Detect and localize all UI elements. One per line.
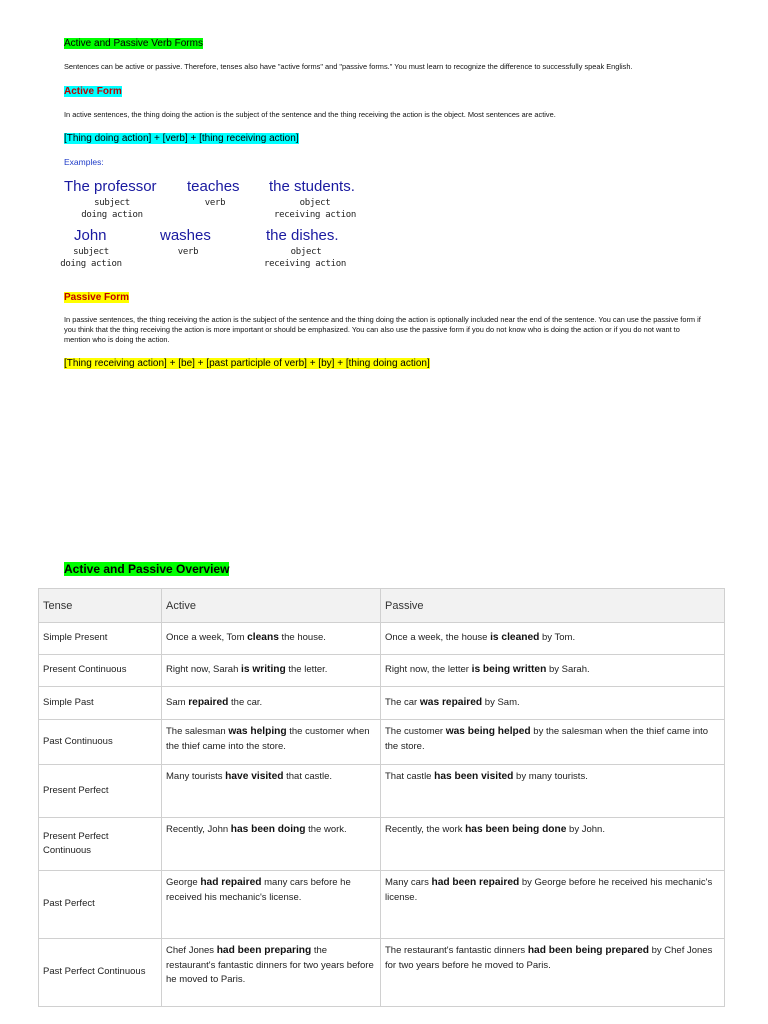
- example-2-subject-note: subject: [73, 247, 109, 257]
- active-text: Once a week, Tom: [166, 632, 248, 644]
- tense-cell: Present Continuous: [39, 655, 162, 687]
- header-passive: Passive: [381, 589, 725, 623]
- passive-cell: [381, 655, 725, 687]
- active-verb: have visited: [225, 771, 284, 782]
- passive-cell: [381, 623, 725, 655]
- tense-cell: Present Perfect Continuous: [39, 818, 162, 871]
- intro-paragraph: Sentences can be active or passive. Therefore, tenses also have "active forms" and "passive forms." You must learn to recognize the difference to successfully speak English.: [64, 62, 633, 71]
- passive-cell: [381, 720, 725, 765]
- table-row: [39, 655, 725, 687]
- example-2-subject-role: doing action: [60, 259, 122, 269]
- table-row: [39, 818, 725, 871]
- active-verb: cleans: [247, 632, 279, 644]
- active-verb: is writing: [241, 664, 286, 676]
- active-text: the customer when the thief came into the store.: [166, 726, 370, 752]
- passive-cell: [381, 871, 725, 939]
- active-cell: [162, 655, 381, 687]
- passive-verb: was being helped: [445, 726, 531, 737]
- active-verb: had repaired: [200, 877, 262, 888]
- passive-text: by John.: [566, 824, 605, 835]
- active-cell: [162, 939, 381, 1007]
- overview-title-text: Active and Passive Overview: [64, 562, 230, 576]
- tense-cell: Simple Present: [39, 623, 162, 655]
- table-row: [39, 720, 725, 765]
- passive-text: by many tourists.: [513, 771, 588, 782]
- example-1-object-note: object: [299, 198, 331, 208]
- table-row: [39, 687, 725, 720]
- passive-text: by Tom.: [539, 632, 576, 644]
- active-text: that castle.: [283, 771, 333, 782]
- overview-table: [38, 588, 725, 1007]
- example-1-subject-note: subject: [94, 198, 130, 208]
- active-text: Recently, John: [166, 824, 231, 835]
- passive-verb: is being written: [471, 664, 547, 676]
- header-tense: Tense: [39, 589, 162, 623]
- passive-verb: is cleaned: [490, 632, 540, 644]
- example-1-subject: The professor: [64, 178, 157, 195]
- passive-cell: [381, 765, 725, 818]
- active-verb: had been preparing: [216, 945, 312, 956]
- active-form-heading: [64, 85, 122, 98]
- example-2-object-note: object: [290, 247, 322, 257]
- passive-form-heading-text: Passive Form: [64, 292, 130, 303]
- active-form-heading-text: Active Form: [64, 86, 122, 97]
- tense-cell: Past Perfect Continuous: [39, 939, 162, 1007]
- active-text: Many tourists: [166, 771, 226, 782]
- table-header-row: [39, 589, 725, 623]
- table-row: [39, 765, 725, 818]
- passive-verb: has been being done: [465, 824, 567, 835]
- active-formula-text: [Thing doing action] + [verb] + [thing receiving action]: [64, 133, 299, 144]
- active-text: the house.: [278, 632, 326, 644]
- passive-verb: was repaired: [419, 696, 483, 708]
- active-verb: repaired: [188, 696, 229, 708]
- tense-cell: Simple Past: [39, 687, 162, 720]
- example-1-verb: teaches: [187, 178, 240, 195]
- passive-text: Recently, the work: [385, 824, 466, 835]
- active-form-paragraph: In active sentences, the thing doing the action is the subject of the sentence and the thing receiving the action is the object. Most sentences are active.: [64, 110, 556, 119]
- passive-text: Once a week, the house: [385, 632, 491, 644]
- passive-text: Right now, the letter: [385, 664, 472, 676]
- active-text: The salesman: [166, 726, 229, 737]
- passive-cell: [381, 939, 725, 1007]
- active-text: Chef Jones: [166, 945, 217, 956]
- active-text: the letter.: [285, 664, 328, 676]
- example-2-verb-note: verb: [177, 247, 199, 257]
- active-text: George: [166, 877, 201, 888]
- passive-text: by George before he received his mechanic's license.: [385, 877, 713, 903]
- passive-text: by Sarah.: [546, 664, 590, 676]
- tense-cell: Present Perfect: [39, 765, 162, 818]
- passive-text: That castle: [385, 771, 435, 782]
- example-1-object: the students.: [269, 178, 355, 195]
- page-title-text: Active and Passive Verb Forms: [64, 38, 203, 49]
- passive-formula: [64, 357, 430, 370]
- active-cell: [162, 623, 381, 655]
- active-text: the car.: [228, 696, 263, 708]
- active-verb: was helping: [228, 726, 287, 737]
- example-2-subject: John: [74, 227, 107, 244]
- active-text: many cars before he received his mechanic's license.: [166, 877, 351, 903]
- page-title: [64, 37, 203, 50]
- passive-text: The car: [385, 696, 420, 708]
- passive-verb: had been being prepared: [527, 945, 649, 956]
- tense-cell: Past Continuous: [39, 720, 162, 765]
- active-text: the work.: [305, 824, 347, 835]
- passive-form-paragraph: In passive sentences, the thing receiving the action is the subject of the sentence and the thing doing the action is optionally included near the end of the sentence. You can use the passive form if you think that the thing receiving the action is more important or should be emphasized. You can also use the passive form if you do not know who is doing the action or if you do not want to mention who is doing the action.: [64, 315, 701, 344]
- active-text: Sam: [166, 696, 189, 708]
- active-cell: [162, 765, 381, 818]
- tense-cell: Past Perfect: [39, 871, 162, 939]
- examples-label: Examples:: [64, 157, 104, 167]
- active-cell: [162, 687, 381, 720]
- overview-title: [64, 562, 229, 577]
- passive-formula-text: [Thing receiving action] + [be] + [past participle of verb] + [by] + [thing doing action]: [64, 358, 430, 369]
- table-row: [39, 939, 725, 1007]
- active-cell: [162, 818, 381, 871]
- active-cell: [162, 871, 381, 939]
- passive-form-heading: [64, 291, 129, 304]
- active-cell: [162, 720, 381, 765]
- table-row: [39, 871, 725, 939]
- table-row: [39, 623, 725, 655]
- header-active: Active: [162, 589, 381, 623]
- example-1-verb-note: verb: [204, 198, 226, 208]
- example-2-object: the dishes.: [266, 227, 339, 244]
- passive-text: by Sam.: [482, 696, 520, 708]
- passive-text: The restaurant's fantastic dinners: [385, 945, 528, 956]
- passive-verb: had been repaired: [431, 877, 520, 888]
- passive-verb: has been visited: [434, 771, 514, 782]
- active-verb: has been doing: [230, 824, 306, 835]
- passive-cell: [381, 818, 725, 871]
- active-text: Right now, Sarah: [166, 664, 241, 676]
- passive-text: The customer: [385, 726, 446, 737]
- passive-text: by the salesman when the thief came into the store.: [385, 726, 709, 752]
- active-text: the restaurant's fantastic dinners for two years before he moved to Paris.: [166, 945, 374, 985]
- passive-text: Many cars: [385, 877, 432, 888]
- example-1-object-role: receiving action: [274, 210, 356, 220]
- example-2-object-role: receiving action: [264, 259, 346, 269]
- active-formula: [64, 132, 299, 145]
- passive-text: by Chef Jones for two years before he moved to Paris.: [385, 945, 713, 971]
- passive-cell: [381, 687, 725, 720]
- example-1-subject-role: doing action: [81, 210, 143, 220]
- example-2-verb: washes: [160, 227, 211, 244]
